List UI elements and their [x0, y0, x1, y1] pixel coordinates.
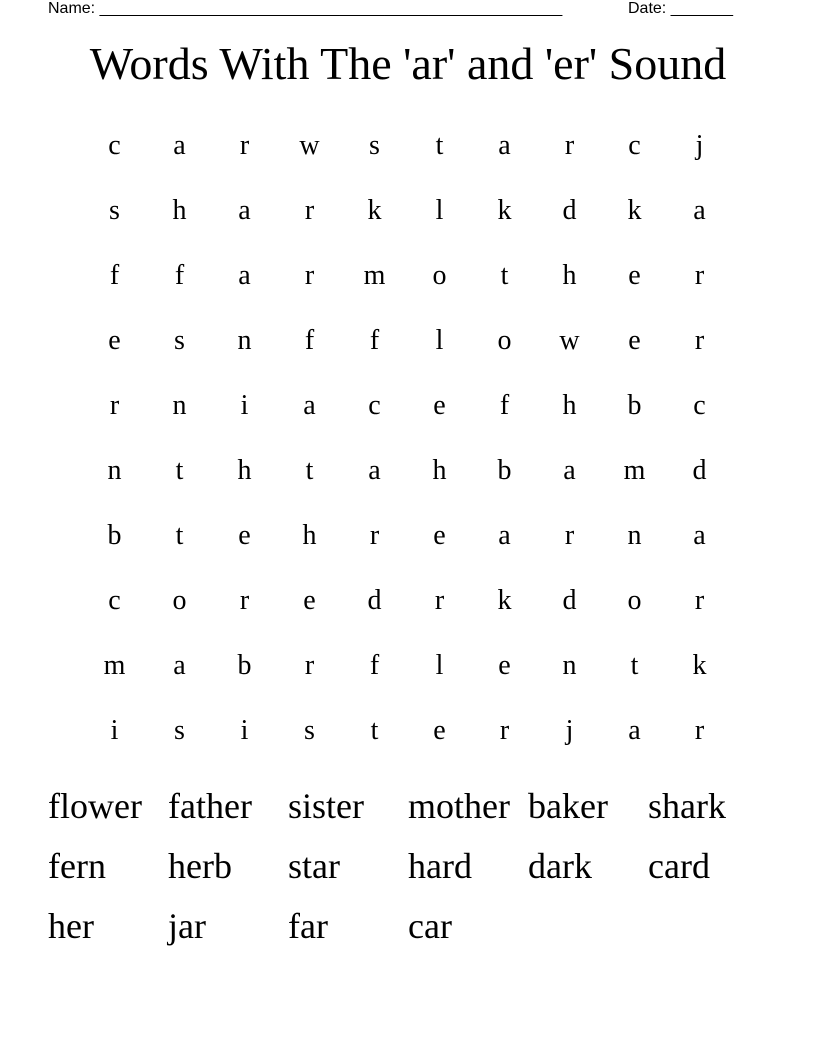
grid-letter: e [433, 714, 446, 746]
word-list-item: far [288, 906, 328, 946]
grid-letter: e [238, 519, 251, 551]
grid-letter: t [435, 129, 444, 161]
grid-letter: r [499, 714, 510, 746]
grid-letter: n [107, 454, 122, 486]
grid-letter: c [108, 584, 121, 616]
grid-letter: d [562, 194, 577, 226]
grid-letter: n [172, 389, 187, 421]
worksheet-title: Words With The 'ar' and 'er' Sound [89, 38, 727, 89]
grid-letter: r [694, 584, 705, 616]
grid-letter: r [564, 519, 575, 551]
grid-letter: o [627, 584, 642, 616]
grid-letter: r [304, 194, 315, 226]
word-list-item: fern [48, 846, 106, 886]
grid-letter: h [237, 454, 252, 486]
word-list-item: dark [528, 846, 592, 886]
grid-letter: k [627, 194, 642, 226]
grid-letter: e [108, 324, 121, 356]
word-list-item: her [48, 906, 94, 946]
grid-letter: a [173, 649, 186, 681]
word-list-item: baker [528, 786, 608, 826]
grid-letter: a [693, 519, 706, 551]
grid-letter: e [628, 259, 641, 291]
grid-letter: a [498, 129, 511, 161]
grid-letter: r [304, 259, 315, 291]
grid-letter: r [694, 259, 705, 291]
grid-letter: m [363, 259, 386, 291]
word-list [48, 778, 768, 958]
grid-letter: o [172, 584, 187, 616]
grid-letter: t [305, 454, 314, 486]
grid-letter: f [304, 324, 315, 356]
grid-letter: j [565, 714, 574, 746]
grid-letter: o [432, 259, 447, 291]
grid-letter: b [107, 519, 122, 551]
grid-letter: d [692, 454, 707, 486]
grid-letter: k [692, 649, 707, 681]
grid-letter: f [109, 259, 120, 291]
grid-letter: c [628, 129, 641, 161]
grid-letter: a [238, 259, 251, 291]
word-list-item: car [408, 906, 452, 946]
grid-letter: f [369, 324, 380, 356]
grid-letter: i [240, 714, 249, 746]
grid-letter: w [299, 129, 320, 161]
grid-letter: b [497, 454, 512, 486]
grid-letter: h [562, 259, 577, 291]
grid-letter: h [302, 519, 317, 551]
grid-letter: w [559, 324, 580, 356]
grid-letter: l [435, 194, 444, 226]
grid-letter: s [304, 714, 315, 746]
grid-letter: a [238, 194, 251, 226]
grid-letter: r [239, 584, 250, 616]
grid-letter: l [435, 649, 444, 681]
word-list-item: sister [288, 786, 364, 826]
grid-letter: h [562, 389, 577, 421]
grid-letter: o [497, 324, 512, 356]
grid-letter: j [695, 129, 704, 161]
grid-letter: r [694, 324, 705, 356]
grid-letter: e [498, 649, 511, 681]
grid-letter: r [304, 649, 315, 681]
grid-letter: a [303, 389, 316, 421]
grid-letter: n [562, 649, 577, 681]
word-list-item: mother [408, 786, 510, 826]
header-line [48, 0, 742, 18]
grid-letter: k [497, 584, 512, 616]
grid-letter: s [174, 714, 185, 746]
grid-letter: l [435, 324, 444, 356]
name-field-label: Name: ____________________________________________________ [48, 0, 563, 17]
grid-letter: d [562, 584, 577, 616]
grid-letter: r [239, 129, 250, 161]
grid-letter: t [630, 649, 639, 681]
grid-letter: e [628, 324, 641, 356]
grid-letter: c [108, 129, 121, 161]
grid-letter: r [694, 714, 705, 746]
grid-letter: a [498, 519, 511, 551]
grid-letter: r [564, 129, 575, 161]
grid-letter: s [174, 324, 185, 356]
grid-letter: e [433, 389, 446, 421]
grid-letter: s [109, 194, 120, 226]
grid-letter: t [500, 259, 509, 291]
grid-letter: t [370, 714, 379, 746]
grid-letter: k [497, 194, 512, 226]
grid-letter: t [175, 519, 184, 551]
grid-letter: a [693, 194, 706, 226]
grid-letter: c [368, 389, 381, 421]
grid-letter: b [237, 649, 252, 681]
word-list-item: card [648, 846, 710, 886]
grid-letter: t [175, 454, 184, 486]
grid-letter: i [110, 714, 119, 746]
grid-letter: m [103, 649, 126, 681]
grid-letter: k [367, 194, 382, 226]
grid-letter: h [432, 454, 447, 486]
grid-letter: a [563, 454, 576, 486]
word-list-item: hard [408, 846, 472, 886]
grid-letter: a [368, 454, 381, 486]
grid-letter: e [433, 519, 446, 551]
grid-letter: d [367, 584, 382, 616]
grid-letter: r [434, 584, 445, 616]
grid-letter: f [499, 389, 510, 421]
word-list-item: father [168, 786, 252, 826]
grid-letter: h [172, 194, 187, 226]
letter-grid [82, 113, 732, 763]
grid-letter: n [627, 519, 642, 551]
word-list-item: flower [48, 786, 142, 826]
word-list-item: shark [648, 786, 726, 826]
grid-letter: s [369, 129, 380, 161]
word-list-item: herb [168, 846, 232, 886]
grid-letter: b [627, 389, 642, 421]
grid-letter: r [109, 389, 120, 421]
word-list-item: jar [168, 906, 206, 946]
date-field-label: Date: _______ [628, 0, 733, 17]
grid-letter: a [173, 129, 186, 161]
grid-letter: n [237, 324, 252, 356]
grid-letter: i [240, 389, 249, 421]
grid-letter: e [303, 584, 316, 616]
grid-letter: m [623, 454, 646, 486]
grid-letter: r [369, 519, 380, 551]
word-list-item: star [288, 846, 340, 886]
grid-letter: f [369, 649, 380, 681]
grid-letter: a [628, 714, 641, 746]
grid-letter: c [693, 389, 706, 421]
grid-letter: f [174, 259, 185, 291]
